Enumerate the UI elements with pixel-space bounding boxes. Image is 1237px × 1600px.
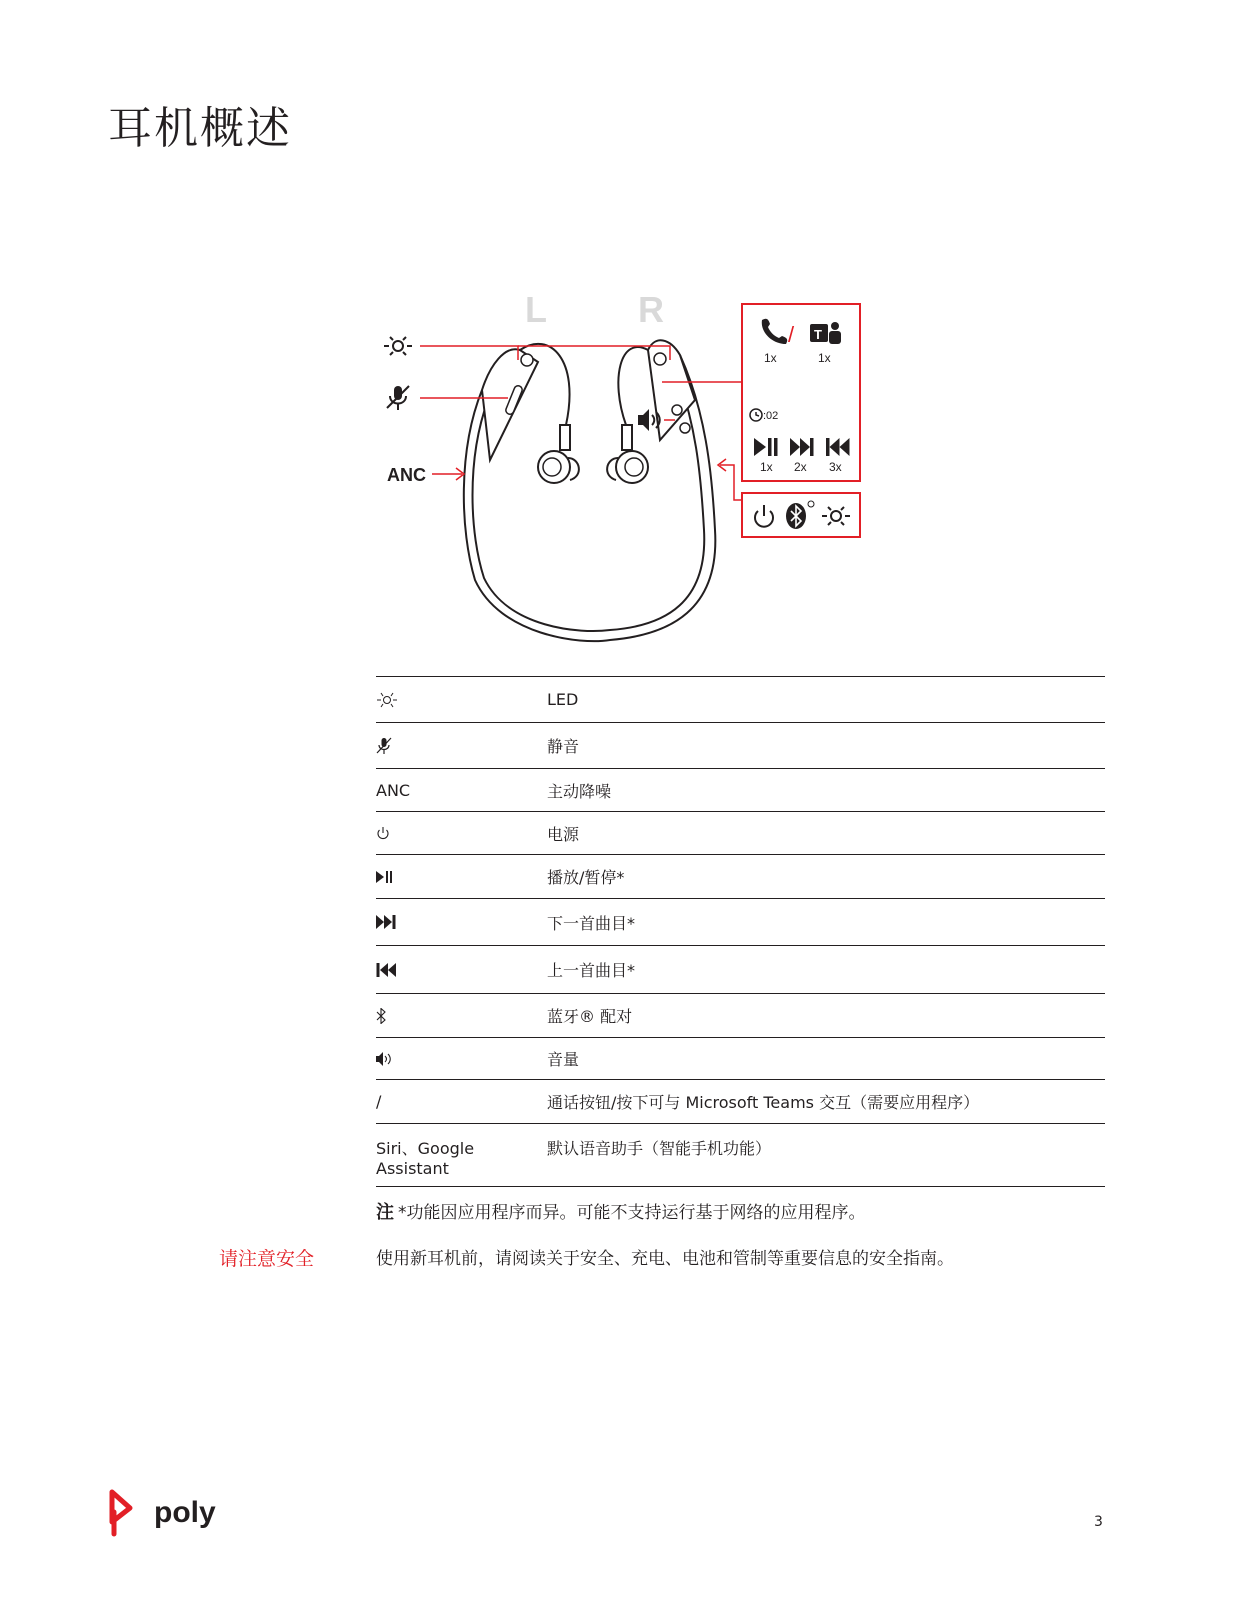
led-icon	[384, 337, 412, 355]
bluetooth-icon	[786, 501, 814, 529]
timer-icon	[750, 409, 762, 421]
phone-icon	[762, 319, 787, 344]
previous-track-icon	[826, 438, 850, 456]
teams-count: 1x	[818, 351, 831, 365]
page-number: 3	[1094, 1514, 1103, 1530]
legend-row	[376, 768, 1105, 811]
legend-label: 主动降噪	[547, 781, 612, 801]
power-icon	[376, 826, 547, 840]
play-pause-icon	[376, 870, 547, 884]
legend-label: 通话按钮/按下可与 Microsoft Teams 交互（需要应用程序）	[547, 1093, 980, 1112]
microsoft-teams-icon	[810, 322, 841, 344]
note-prefix: 注	[376, 1202, 394, 1223]
legend-row	[376, 898, 1105, 945]
legend-row	[376, 722, 1105, 768]
legend-label: 音量	[547, 1050, 580, 1069]
previous-track-icon	[376, 963, 547, 977]
mute-icon	[387, 386, 409, 410]
legend-row	[376, 993, 1105, 1037]
prev-count: 3x	[829, 460, 842, 474]
right-label: R	[638, 290, 664, 330]
legend-label: 默认语音助手（智能手机功能）	[547, 1139, 772, 1158]
legend-row	[376, 1079, 1105, 1123]
legend-symbol: ANC	[376, 780, 411, 800]
legend-row	[376, 854, 1105, 898]
headset-diagram	[370, 290, 870, 650]
play-count: 1x	[760, 460, 773, 474]
bluetooth-icon	[376, 1008, 547, 1024]
legend-row	[376, 676, 1105, 722]
legend-label: 电源	[547, 824, 580, 844]
legend-label: 静音	[547, 737, 580, 756]
led-icon	[376, 691, 547, 709]
next-track-icon	[790, 438, 814, 456]
power-icon	[755, 505, 773, 527]
next-count: 2x	[794, 460, 807, 474]
svg-text:T: T	[814, 327, 822, 342]
legend-symbol: Siri、Google Assistant	[376, 1139, 475, 1178]
legend-symbol: /	[376, 1092, 382, 1111]
legend-label: 下一首曲目*	[547, 913, 636, 933]
legend-row	[376, 1037, 1105, 1079]
poly-logo	[108, 1488, 228, 1540]
legend-row	[376, 811, 1105, 854]
timer-label: :02	[763, 410, 779, 422]
safety-text: 使用新耳机前，请阅读关于安全、充电、电池和管制等重要信息的安全指南。	[376, 1249, 954, 1269]
page-title: 耳机概述	[108, 103, 292, 154]
svg-text:/: /	[788, 322, 795, 347]
left-label: L	[525, 290, 547, 330]
note	[376, 1198, 866, 1224]
mute-icon	[376, 737, 547, 755]
legend-label: LED	[547, 690, 579, 709]
call-count: 1x	[764, 351, 777, 365]
play-pause-icon	[754, 438, 778, 456]
legend-row	[376, 945, 1105, 993]
anc-label: ANC	[387, 465, 426, 485]
legend-label: 播放/暂停*	[547, 868, 625, 887]
volume-icon	[376, 1052, 547, 1066]
next-track-icon	[376, 915, 547, 929]
poly-logo-text: poly	[154, 1496, 216, 1529]
safety-heading: 请注意安全	[219, 1248, 315, 1270]
note-text: *功能因应用程序而异。可能不支持运行基于网络的应用程序。	[398, 1203, 866, 1223]
legend-label: 蓝牙® 配对	[547, 1007, 633, 1026]
legend-label: 上一首曲目*	[547, 961, 636, 980]
legend-row	[376, 1123, 1105, 1187]
led-icon-box	[822, 507, 850, 525]
legend-table	[376, 676, 1105, 1187]
